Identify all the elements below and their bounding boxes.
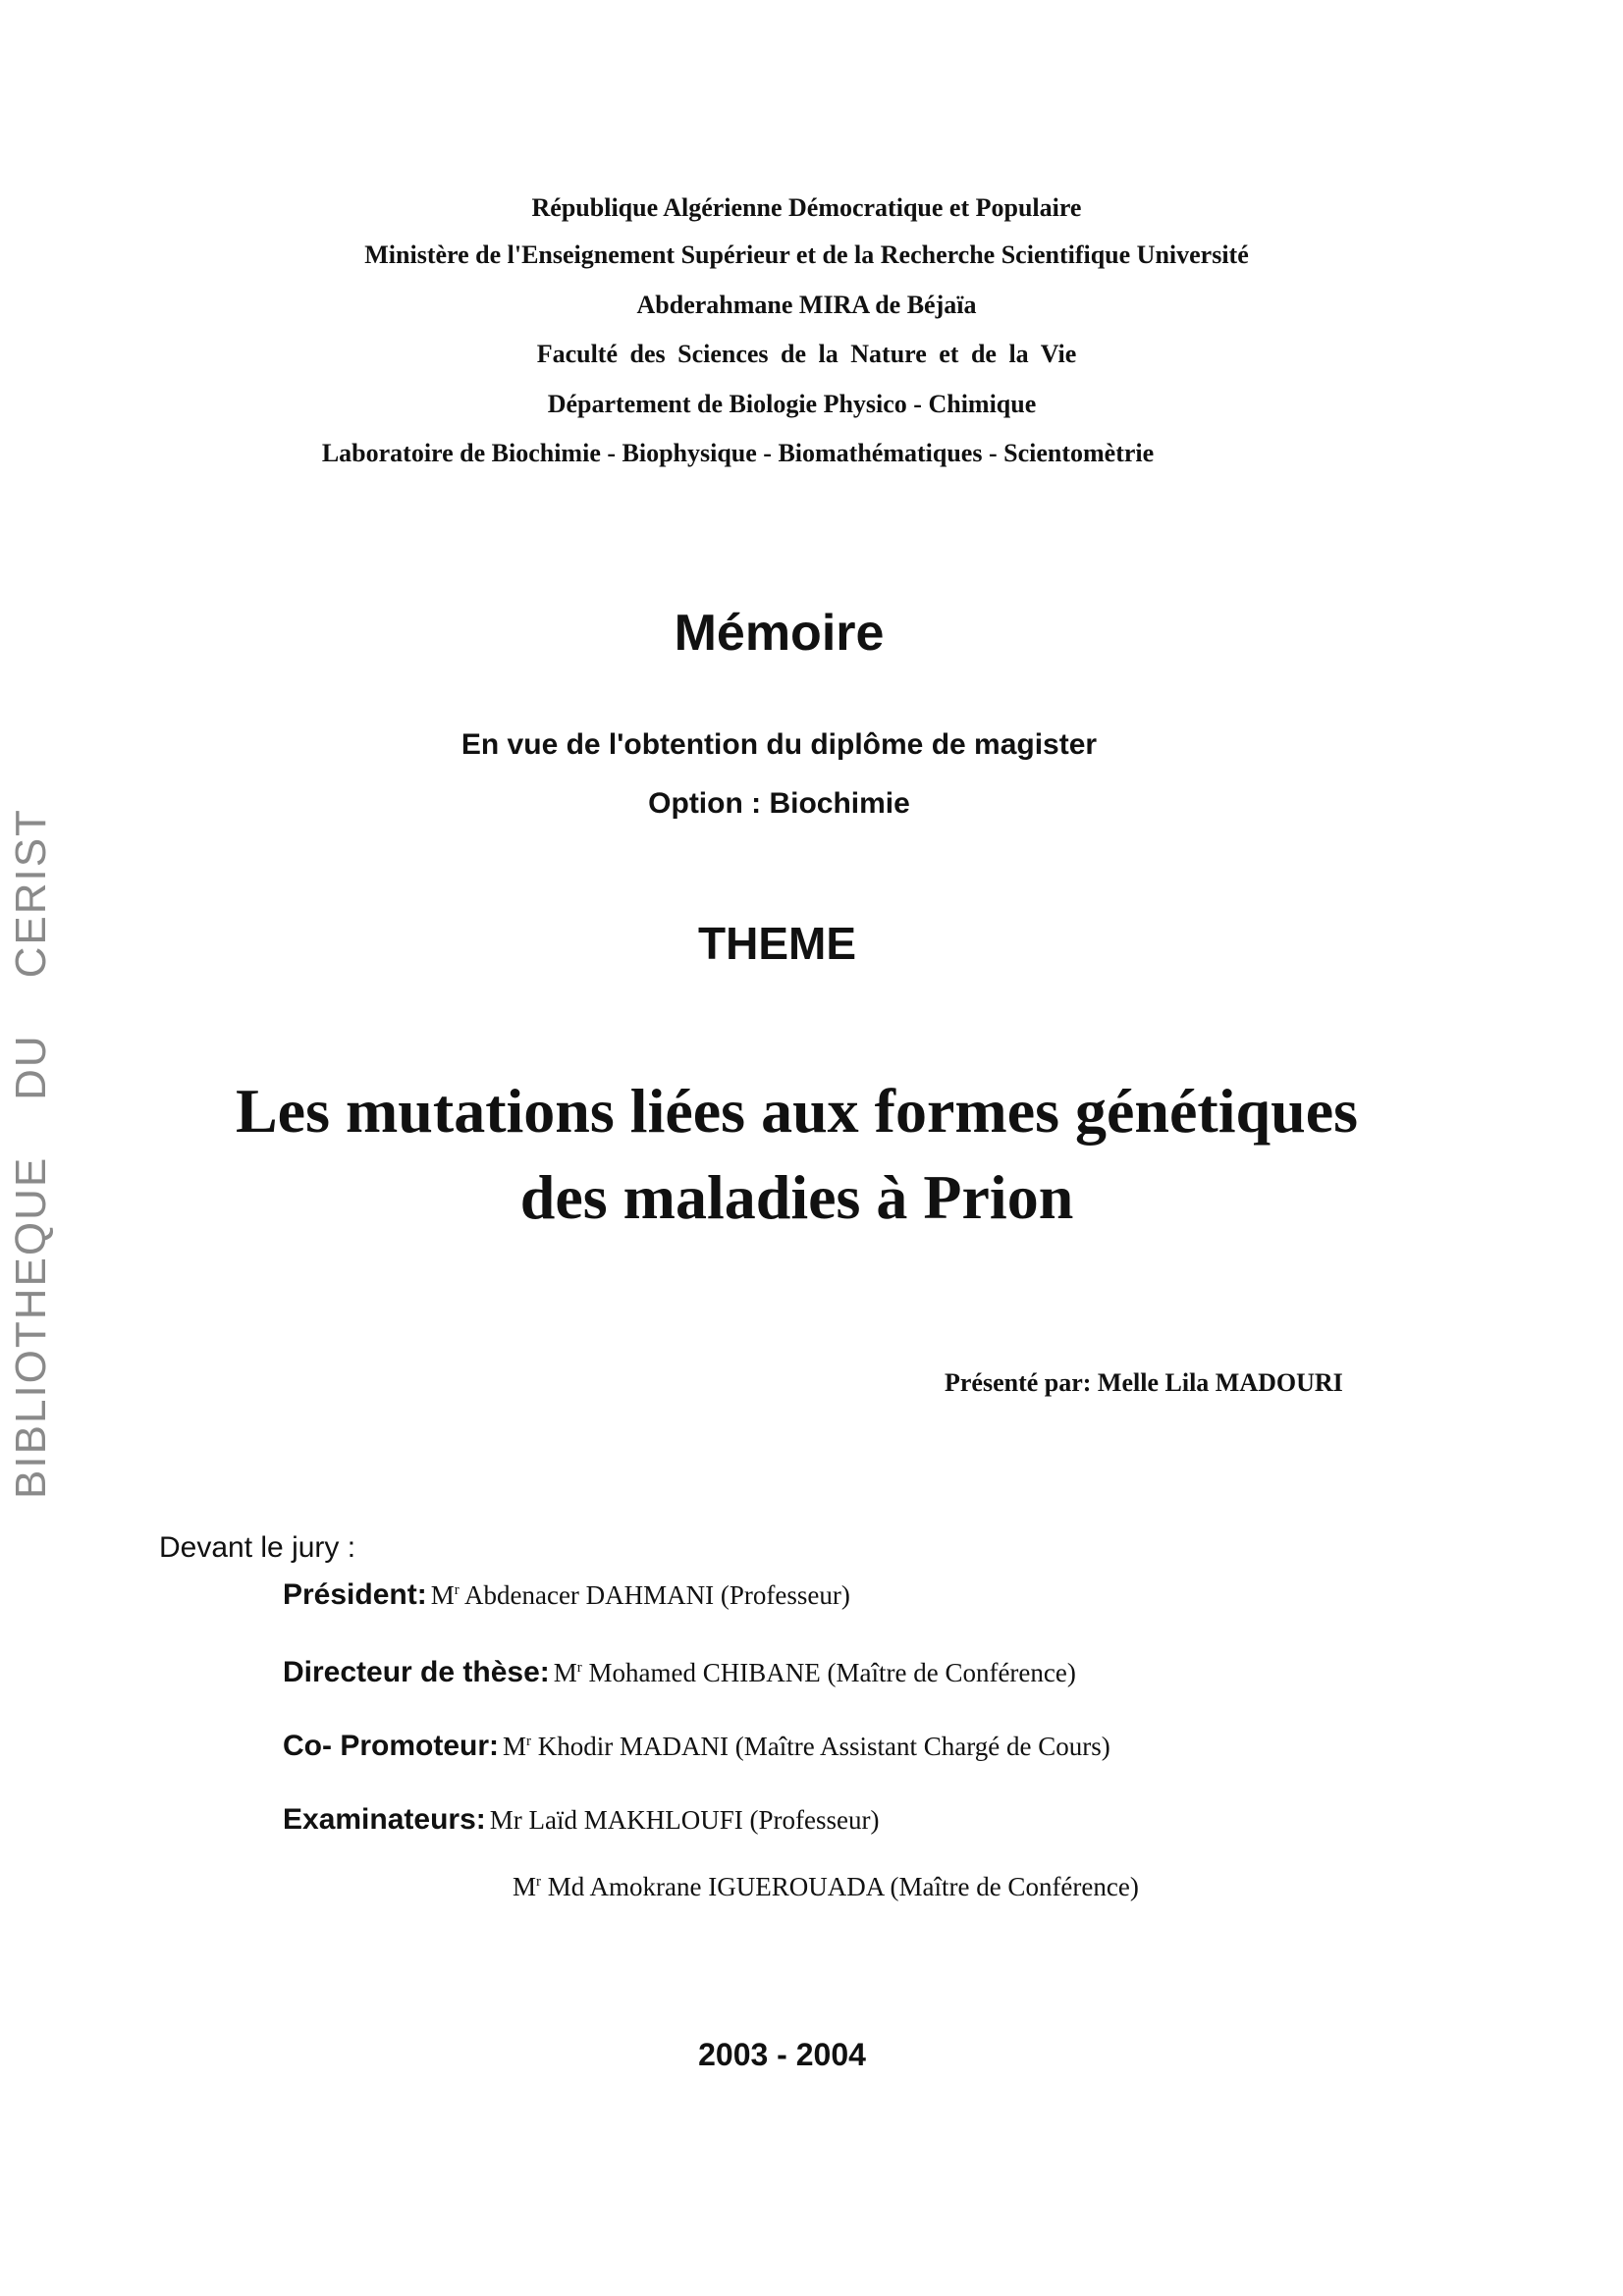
jury-role: Président: — [283, 1578, 427, 1611]
jury-member-examinateur-1 — [283, 1803, 879, 1837]
institution-line-6: Laboratoire de Biochimie - Biophysique - Biomathématiques - Scientomètrie — [321, 439, 1155, 467]
jury-name-text: Laïd MAKHLOUFI (Professeur) — [521, 1805, 880, 1835]
jury-title-sup: r — [454, 1582, 460, 1598]
jury-name-text: Mohamed CHIBANE (Maître de Conférence) — [581, 1658, 1076, 1687]
jury-member-president — [283, 1578, 850, 1612]
jury-label-suffix: : — [339, 1531, 356, 1564]
institution-line-1: République Algérienne Démocratique et Populaire — [531, 193, 1082, 222]
jury-title: M — [513, 1872, 537, 1901]
jury-title-sup: r — [526, 1734, 532, 1749]
theme-label: THEME — [698, 918, 856, 969]
jury-label-text: Devant le jury — [159, 1531, 340, 1564]
jury-member-name — [503, 1732, 1110, 1761]
jury-title: M — [430, 1580, 455, 1610]
jury-member-name — [431, 1580, 850, 1610]
jury-member-name — [554, 1658, 1076, 1687]
jury-role: Co- Promoteur: — [283, 1730, 499, 1762]
jury-title: Mr — [489, 1805, 522, 1835]
jury-role: Directeur de thèse: — [283, 1656, 550, 1688]
degree-option: Option : Biochimie — [648, 787, 910, 820]
jury-title-sup: r — [536, 1874, 542, 1890]
jury-label — [159, 1531, 355, 1565]
jury-member-name — [513, 1872, 1139, 1901]
jury-member-examinateur-2 — [513, 1870, 1139, 1903]
jury-member-name — [490, 1805, 880, 1835]
institution-line-3: Abderahmane MIRA de Béjaïa — [636, 291, 977, 319]
jury-title: M — [503, 1732, 527, 1761]
presented-by: Présenté par: Melle Lila MADOURI — [945, 1368, 1343, 1397]
jury-name-text: Md Amokrane IGUEROUADA (Maître de Conférence) — [541, 1872, 1139, 1901]
jury-member-copromoteur — [283, 1730, 1110, 1763]
jury-role: Examinateurs: — [283, 1803, 486, 1836]
jury-title: M — [553, 1658, 577, 1687]
thesis-title-line-2: des maladies à Prion — [519, 1162, 1074, 1232]
institution-line-2: Ministère de l'Enseignement Supérieur et de la Recherche Scientifique Université — [364, 240, 1249, 269]
jury-name-text: Abdenacer DAHMANI (Professeur) — [459, 1580, 850, 1610]
jury-member-director — [283, 1656, 1076, 1689]
document-type: Mémoire — [674, 605, 885, 662]
jury-title-sup: r — [576, 1660, 582, 1676]
degree-purpose: En vue de l'obtention du diplôme de magister — [460, 728, 1098, 761]
watermark-text: BIBLIOTHEQUE DU CERIST — [7, 808, 55, 1499]
institution-line-5: Département de Biologie Physico - Chimique — [547, 390, 1037, 418]
academic-year: 2003 - 2004 — [698, 2037, 866, 2072]
thesis-title-line-1: Les mutations liées aux formes génétiques — [235, 1076, 1359, 1146]
jury-name-text: Khodir MADANI (Maître Assistant Chargé de Cours) — [531, 1732, 1110, 1761]
institution-line-4: Faculté des Sciences de la Nature et de la Vie — [536, 340, 1077, 368]
